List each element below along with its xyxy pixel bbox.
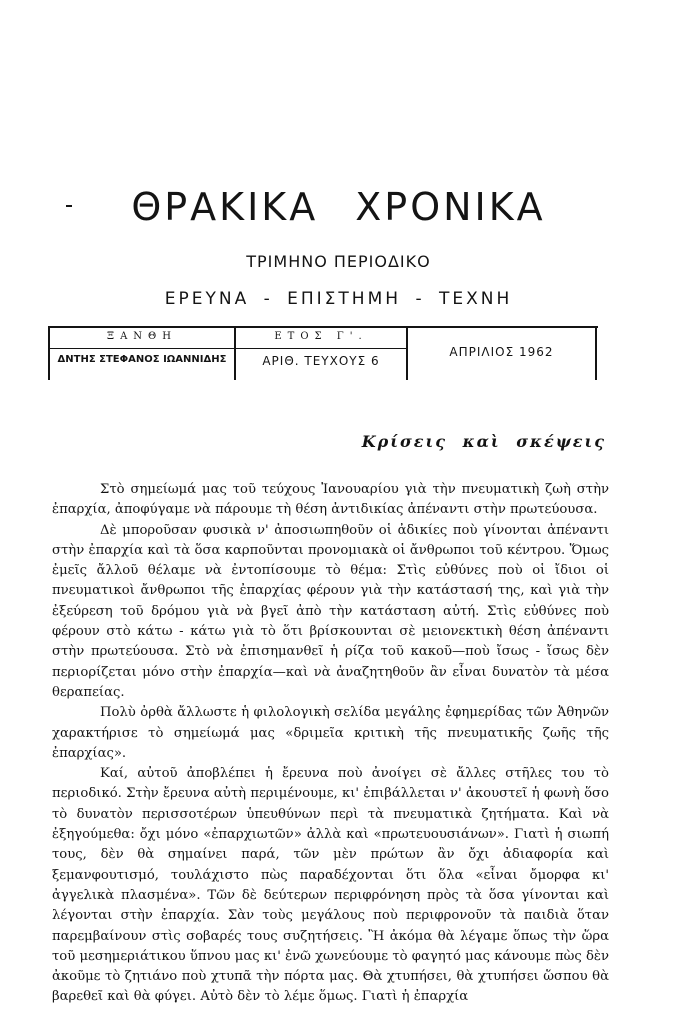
article-body	[52, 480, 609, 1008]
box-divider	[595, 328, 597, 380]
issue-info-box	[48, 326, 598, 380]
article-heading: Κρίσεις καὶ σκέψεις	[361, 432, 606, 451]
issue-number: ΑΡΙΘ. ΤΕΥΧΟΥΣ 6	[262, 354, 380, 368]
article-paragraph: Στὸ σημείωμά μας τοῦ τεύχους Ἰανουαρίου γιὰ τὴν πνευματικὴ ζωὴ στὴν ἐπαρχία, ἀποφύγαμε νὰ πάρουμε τὴ θέση ἀντιδικίας ἀπέναντι στὴν πρωτεύουσα.	[52, 482, 609, 518]
article-paragraph: Καί, αὐτοῦ ἀποβλέπει ἡ ἔρευνα ποὺ ἀνοίγει σὲ ἄλλες στῆλες του τὸ περιοδικό. Στὴν ἔρευνα αὐτὴ περιμένουμε, κι' ἐπιβάλλεται ν' ἀκουστεῖ ἡ φωνὴ ὅσο τὸ δυνατὸν περισσοτέρων ὑπευθύνων περὶ τὰ πνευματικὰ ζητήματα. Καὶ νὰ ἐξηγούμεθα: ὄχι μόνο «ἐπαρχιωτῶν» ἀλλὰ καὶ «πρωτευουσιάνων». Γιατὶ ἡ σιωπή τους, δὲν θὰ σημαίνει παρά, τῶν μὲν πρώτων ἂν ὄχι ἀδιαφορία καὶ ξεμανφουτισμό, τουλάχιστο πὼς παραδέχονται ὅτι ὅλα «εἶναι ὄμορφα κι' ἀγγελικὰ πλασμένα». Τῶν δὲ δεύτερων περιφρόνηση πρὸς τὰ ὅσα γίνονται καὶ λέγονται στὴν ἐπαρχία. Σὰν τοὺς μεγάλους ποὺ περιφρονοῦν τὰ παιδιὰ ὅταν παρεμβαίνουν στὶς σοβαρές τους συζητήσεις. Ἢ ἀκόμα θὰ λέγαμε ὅπως τὴν ὥρα τοῦ μεσημεριάτικου ὕπνου μας κι' ἐνῶ χωνεύουμε τὸ φαγητό μας κάνουμε πὼς δὲν ἀκοῦμε τὸ ζητιάνο ποὺ χτυπᾶ τὴν πόρτα μας. Θὰ χτυπήσει, θὰ χτυπήσει ὥσπου θὰ βαρεθεῖ καὶ θὰ φύγει. Αὐτὸ δὲν τὸ λέμε ὅμως. Γιατὶ ἡ ἐπαρχία	[52, 766, 609, 1005]
issue-date: ΑΠΡΙΛΙΟΣ 1962	[449, 345, 554, 359]
journal-subtitle: ΤΡΙΜΗΝΟ ΠΕΡΙΟΔΙΚΟ	[246, 252, 431, 271]
journal-title: ΘΡΑΚΙΚΑ ΧΡΟΝΙΚΑ	[131, 185, 546, 229]
article-paragraph: Πολὺ ὀρθὰ ἄλλωστε ἡ φιλολογικὴ σελίδα μεγάλης ἐφημερίδας τῶν Ἀθηνῶν χαρακτήρισε τὸ σημείωμά μας «δριμεῖα κριτικὴ τῆς πνευματικῆς ζωῆς τῆς ἐπαρχίας».	[52, 705, 609, 761]
box-midline	[48, 348, 406, 349]
article-paragraph: Δὲ μποροῦσαν φυσικὰ ν' ἀποσιωπηθοῦν οἱ ἀδικίες ποὺ γίνονται ἀπέναντι στὴν ἐπαρχία καὶ τὰ ὅσα καρποῦνται προνομιακὰ οἱ ἄνθρωποι τοῦ κέντρου. Ὅμως ἐμεῖς ἄλλοῦ θέλαμε νὰ ἐντοπίσουμε τὸ θέμα: Στὶς εὐθύνες ποὺ οἱ ἴδιοι οἱ πνευματικοὶ ἄνθρωποι τῆς ἐπαρχίας φέρουν γιὰ τὴν κατάστασή της, καὶ γιὰ τὴν ἐξεύρεση τοῦ δρόμου γιὰ νὰ βγεῖ ἀπὸ τὴν κατάσταση αὐτή. Στὶς εὐθύνες ποὺ φέρουν στὸ κάτω - κάτω γιὰ τὸ ὅτι βρίσκουνται σὲ μειονεκτικὴ θέση ἀπέναντι στὴν πρωτεύουσα. Στὸ νὰ ἐπισημανθεῖ ἡ ρίζα τοῦ κακοῦ—ποὺ ἴσως - ἴσως δὲν περιορίζεται μόνο στὴν ἐπαρχία—καὶ νὰ ἀναζητηθοῦν ἂν εἶναι δυνατὸν τὰ μέσα θεραπείας.	[52, 522, 609, 700]
director-name: ΔΝΤΗΣ ΣΤΕΦΑΝΟΣ ΙΩΑΝΝΙΔΗΣ	[57, 354, 227, 365]
publication-city: ΞΑΝΘΗ	[107, 331, 177, 342]
publication-year: ΕΤΟΣ Γ'.	[274, 331, 368, 342]
journal-tagline: ΕΡΕΥΝΑ - ΕΠΙΣΤΗΜΗ - ΤΕΧΝΗ	[164, 289, 513, 309]
